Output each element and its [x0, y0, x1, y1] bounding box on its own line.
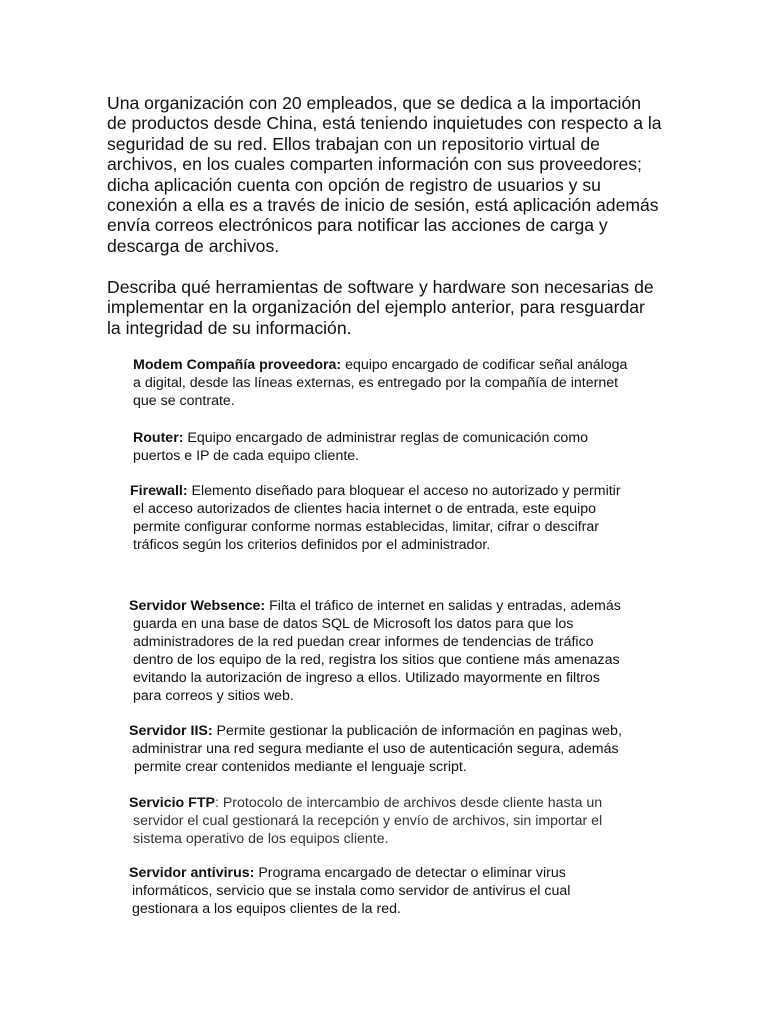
question-line: Describa qué herramientas de software y hardware son necesarias de — [107, 277, 654, 297]
intro-line: de productos desde China, está teniendo inquietudes con respecto a la — [107, 113, 662, 134]
item-term-text: el acceso autorizados de clientes hacia internet o de entrada, este equipo — [133, 501, 596, 517]
item-term-text: sistema operativo de los equipos cliente. — [133, 831, 389, 847]
intro-line: Una organización con 20 empleados, que se dedica a la importación — [107, 93, 642, 113]
item-term-text: para correos y sitios web. — [133, 688, 294, 704]
item-term-text: que se contrate. — [133, 393, 235, 409]
item-iis — [129, 722, 669, 776]
item-term-name: Modem Compañía proveedora: — [133, 357, 342, 373]
intro-paragraph — [107, 93, 667, 256]
item-websence — [129, 597, 669, 705]
item-antivirus — [129, 864, 669, 918]
item-term-text: Permite gestionar la publicación de información en paginas web, — [212, 723, 622, 739]
item-term-text: Programa encargado de detectar o eliminar virus — [254, 865, 566, 881]
item-term-text: administrar una red segura mediante el uso de autenticación segura, además — [132, 741, 619, 757]
item-ftp — [129, 794, 669, 848]
item-term-text: : Protocolo de intercambio de archivos desde cliente hasta un — [214, 795, 603, 811]
item-term-text: equipo encargado de codificar señal análoga — [341, 357, 628, 373]
item-term-text: puertos e IP de cada equipo cliente. — [133, 448, 360, 464]
question-line: implementar en la organización del ejemplo anterior, para resguardar — [107, 297, 645, 318]
item-term-text: Equipo encargado de administrar reglas de comunicación como — [183, 430, 589, 446]
item-term-text: dentro de los equipo de la red, registra los sitios que contiene más amenazas — [133, 652, 620, 668]
intro-line: archivos, en los cuales comparten información con sus proveedores; — [107, 154, 642, 175]
question-line: la integridad de su información. — [107, 317, 352, 338]
item-term-name: Servidor antivirus: — [129, 865, 255, 881]
item-term-text: permite configurar conforme normas establecidas, limitar, cifrar o descifrar — [133, 519, 599, 535]
item-term-text: servidor el cual gestionará la recepción y envío de archivos, sin importar el — [133, 813, 603, 829]
item-term-text: gestionara a los equipos clientes de la red. — [132, 901, 401, 917]
item-term-text: guarda en una base de datos SQL de Microsoft los datos para que los — [133, 616, 574, 632]
item-term-name: Servidor IIS: — [129, 723, 213, 739]
item-term-text: a digital, desde las líneas externas, es entregado por la compañía de internet — [133, 375, 619, 391]
item-term-text: permite crear contenidos mediante el lenguaje script. — [134, 759, 467, 775]
item-modem — [133, 356, 673, 410]
item-term-name: Servicio FTP — [129, 795, 215, 811]
question-paragraph — [107, 277, 667, 338]
intro-line: dicha aplicación cuenta con opción de registro de usuarios y su — [107, 174, 601, 195]
item-firewall — [130, 482, 670, 554]
item-term-name: Servidor Websence: — [129, 598, 266, 614]
item-term-text: informáticos, servicio que se instala como servidor de antivirus el cual — [132, 883, 571, 899]
intro-line: descarga de archivos. — [107, 235, 280, 256]
item-term-name: Firewall: — [130, 483, 188, 499]
item-term-text: Filta el tráfico de internet en salidas y entradas, además — [265, 598, 621, 614]
item-term-text: tráficos según los criterios definidos por el administrador. — [133, 537, 491, 553]
item-term-text: administradores de la red puedan crear informes de tendencias de tráfico — [133, 634, 594, 650]
intro-line: seguridad de su red. Ellos trabajan con un repositorio virtual de — [107, 133, 600, 154]
item-term-text: evitando la autorización de ingreso a ellos. Utilizado mayormente en filtros — [133, 670, 600, 686]
intro-line: envía correos electrónicos para notificar las acciones de carga y — [107, 215, 608, 236]
intro-line: conexión a ella es a través de inicio de sesión, está aplicación además — [107, 195, 659, 216]
item-term-text: Elemento diseñado para bloquear el acceso no autorizado y permitir — [187, 483, 621, 499]
item-router — [133, 429, 673, 465]
item-term-name: Router: — [133, 430, 184, 446]
